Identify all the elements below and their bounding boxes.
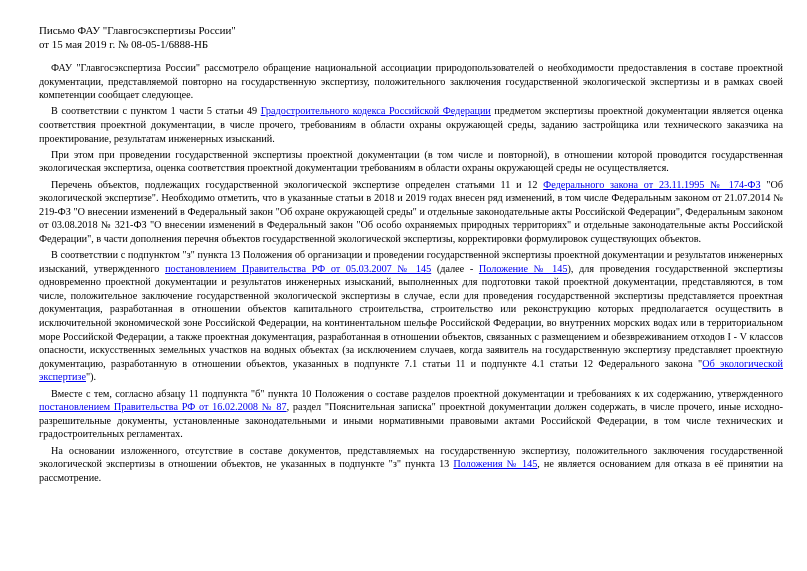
paragraph-7 bbox=[39, 445, 783, 486]
link-postanovlenie-145[interactable]: постановлением Правительства РФ от 05.03.2007 № 145 bbox=[165, 263, 432, 275]
paragraph-5-text-1: В соответствии с подпунктом "з" пункта 13 Положения об организации и проведении государственной экспертизы проектной документации и результатов инженерных изысканий, утвержденного bbox=[39, 250, 783, 275]
paragraph-5-text-3: ), для проведения государственной экспертизы одновременно проектной документации и результатов инженерных изысканий, выполненных для подготовки такой проектной документации, представляются, в том числе, положительное заключение государственной экологической экспертизы в случае, если для проведения государственной экспертизы представляется проектная документация, разработанная в отношении объектов капитального строительства, строительство или реконструкцию которых предполагается осуществить в исключительной экономической зоне Российской Федерации, на континентальном шельфе Российской Федерации, во внутренних морских водах или в территориальном море Российской Федерации, а также проектная документация, разработанная в отношении объектов, связанных с размещением и обезвреживанием отходов I - V классов опасности, искусственных земельных участков на водных объектах (за исключением случаев, когда заявитель на государственную экспертизу представляет проектную документацию, разработанную в отношении объектов, указанных в подпункте 7.1 статьи 11 и подпункте 4.1 статьи 12 Федерального закона " bbox=[39, 263, 783, 370]
link-gradostroitelny-kodeks[interactable]: Градостроительного кодекса Российской Федерации bbox=[260, 106, 491, 118]
paragraph-3: При этом при проведении государственной экспертизы проектной документации (в том числе и повторной), в отношении которой проводится государственная экологическая экспертиза, оценка соответствия проектной документации требованиям в области охраны окружающей среды не осуществляется. bbox=[39, 149, 783, 175]
paragraph-2-text-1: В соответствии с пунктом 1 части 5 статьи 49 bbox=[51, 106, 261, 118]
link-federal-law-174[interactable]: Федерального закона от 23.11.1995 № 174-ФЗ bbox=[543, 179, 761, 191]
paragraph-4-text-1: Перечень объектов, подлежащих государственной экологической экспертизе определен статьями 11 и 12 bbox=[51, 179, 544, 191]
paragraph-7-text-1: На основании изложенного, отсутствие в составе документов, представляемых на государственную экспертизу, положительного заключения государственной экологической экспертизы в отношении объектов, не указанных в подпункте "з" пункта 13 bbox=[39, 445, 783, 471]
letter-document bbox=[39, 24, 783, 488]
link-polozhenie-145[interactable]: Положение № 145 bbox=[478, 263, 568, 275]
paragraph-7-text-2: , не является основанием для отказа в её принятии на рассмотрение. bbox=[39, 459, 783, 484]
paragraph-1: ФАУ "Главгосэкспертиза России" рассмотрело обращение национальной ассоциации природопользователей о необходимости предоставления в составе проектной документации, представляемой повторно на государственную экспертизу, положительного заключения государственной экологической экспертизы и в рамках своей компетенции сообщает следующее. bbox=[39, 63, 783, 102]
paragraph-5 bbox=[39, 249, 783, 385]
paragraph-2-text-2: предметом экспертизы проектной документации является оценка соответствия проектной документации, в числе прочего, требованиям в области охраны окружающей среды, заданию застройщика или технического заказчика на проектирование, результатам инженерных изысканий. bbox=[39, 106, 783, 145]
paragraph-5-text-4: "). bbox=[85, 372, 97, 384]
paragraph-5-text-2: (далее - bbox=[431, 263, 479, 275]
paragraph-6 bbox=[39, 388, 783, 442]
paragraph-6-text-1: Вместе с тем, согласно абзацу 11 подпункта "б" пункта 10 Положения о составе разделов проектной документации и требованиях к их содержанию, утвержденного bbox=[51, 388, 783, 400]
letter-title: Письмо ФАУ "Главгосэкспертизы России" bbox=[39, 25, 236, 37]
link-postanovlenie-87[interactable]: постановлением Правительства РФ от 16.02.2008 № 87 bbox=[39, 402, 287, 414]
link-polozheniya-145[interactable]: Положения № 145 bbox=[453, 459, 538, 471]
paragraph-2 bbox=[39, 105, 783, 146]
letter-date-number: от 15 мая 2019 г. № 08-05-1/6888-НБ bbox=[39, 39, 209, 51]
paragraph-6-text-2: , раздел "Пояснительная записка" проектной документации должен содержать, в числе прочего, иные исходно-разрешительные документы, установленные законодательными и иными нормативными правовыми актами Российской Федерации, в том числе технических и градостроительных регламентах. bbox=[39, 402, 783, 441]
link-ob-ekologicheskoy-ekspertize[interactable]: Об экологической экспертизе bbox=[39, 358, 783, 384]
paragraph-4 bbox=[39, 179, 783, 247]
paragraph-4-text-2: "Об экологической экспертизе". Необходимо отметить, что в указанные статьи в 2018 и 2019 годах внесен ряд изменений, в том числе Федеральным законом от 21.07.2014 № 219-ФЗ "О внесении изменений в Федеральный закон "Об охране окружающей среды" и отдельные законодательные акты Российской Федерации", Федеральным законом от 03.08.2018 № 321-ФЗ "О внесении изменений в Федеральный закон "Об особо охраняемых природных территориях" и отдельные законодательные акты Российской Федерации", в части дополнения перечня объектов государственной экологической экспертизы, корректировки формулировок существующих объектов. bbox=[39, 179, 784, 245]
